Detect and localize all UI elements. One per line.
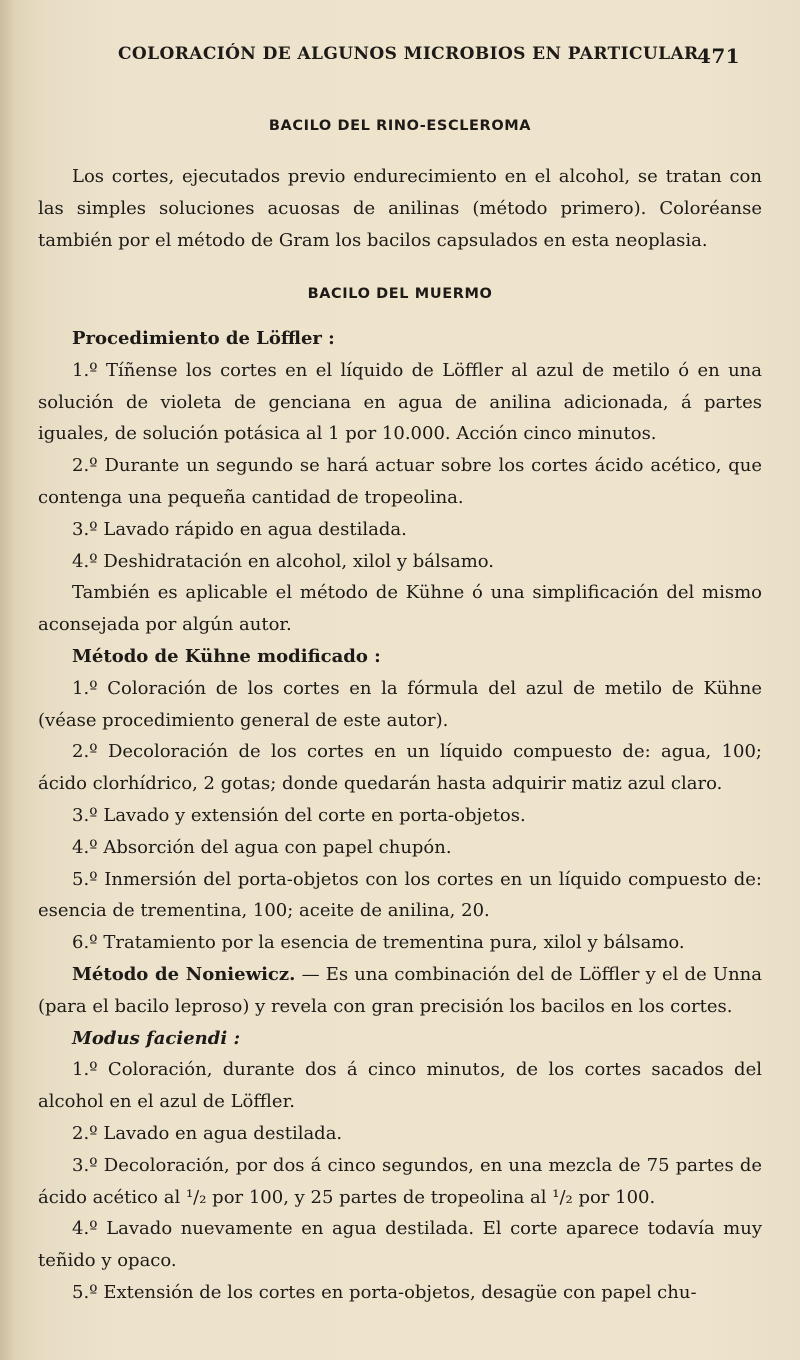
- step-item: 3.º Lavado y extensión del corte en porta-objetos.: [72, 804, 526, 826]
- step-item: 4.º Absorción del agua con papel chupón.: [72, 836, 452, 858]
- step-item: 6.º Tratamiento por la esencia de trementina pura, xilol y bálsamo.: [72, 932, 685, 954]
- step-item: 1.º Tíñense los cortes en el líquido de Löffler al azul de metilo ó en una solución de violeta de genciana en agua de anilina adicionada, á partes iguales, de solución potásica al 1 por 10.000. Acción cinco minutos.: [38, 359, 762, 445]
- page-number: 471: [697, 44, 740, 68]
- header-title: COLORACIÓN DE ALGUNOS MICROBIOS EN PARTICULAR: [118, 44, 699, 64]
- paragraph-noniewicz: [38, 959, 762, 1023]
- step-item: 1.º Coloración de los cortes en la fórmula del azul de metilo de Kühne (véase procedimiento general de este autor).: [38, 677, 762, 731]
- step-item: 3.º Decoloración, por dos á cinco segundos, en una mezcla de 75 partes de ácido acético al ¹/₂ por 100, y 25 partes de tropeolina al ¹/₂ por 100.: [38, 1154, 762, 1208]
- step-item: 2.º Decoloración de los cortes en un líquido compuesto de: agua, 100; ácido clorhídrico, 2 gotas; donde quedarán hasta adquirir matiz azul claro.: [38, 741, 762, 795]
- step-item: 3.º Lavado rápido en agua destilada.: [72, 518, 407, 540]
- page-edge-shadow: [0, 0, 14, 1360]
- section-body-rinoescleroma: [38, 161, 762, 256]
- paragraph: Los cortes, ejecutados previo endurecimiento en el alcohol, se tratan con las simples soluciones acuosas de anilinas (método primero). Coloréanse también por el método de Gram los bacilos capsulados en esta neoplasia.: [38, 166, 762, 251]
- step-item: 1.º Coloración, durante dos á cinco minutos, de los cortes sacados del alcohol en el azul de Löffler.: [38, 1059, 762, 1113]
- step-item: 4.º Lavado nuevamente en agua destilada. El corte aparece todavía muy teñido y opaco.: [38, 1218, 762, 1272]
- paragraph: También es aplicable el método de Kühne ó una simplificación del mismo aconsejada por algún autor.: [38, 582, 762, 636]
- step-item: 4.º Deshidratación en alcohol, xilol y bálsamo.: [72, 550, 495, 572]
- section-heading-rinoescleroma: BACILO DEL RINO-ESCLEROMA: [268, 118, 532, 134]
- section-heading-muermo: BACILO DEL MUERMO: [307, 286, 493, 302]
- step-item: 2.º Durante un segundo se hará actuar sobre los cortes ácido acético, que contenga una pequeña cantidad de tropeolina.: [38, 455, 762, 508]
- subheading-kuhne: Método de Kühne modificado :: [72, 645, 381, 667]
- subheading-noniewicz: Método de Noniewicz.: [72, 963, 296, 985]
- section-body-muermo: [38, 323, 762, 1309]
- step-item: 5.º Inmersión del porta-objetos con los cortes en un líquido compuesto de: esencia de trementina, 100; aceite de anilina, 20.: [38, 868, 762, 922]
- subheading-modus: Modus faciendi :: [72, 1027, 241, 1049]
- step-item: 5.º Extensión de los cortes en porta-objetos, desagüe con papel chu-: [72, 1281, 697, 1303]
- noniewicz-text: — Es una combinación del de Löffler y el de Unna (para el bacilo leproso) y revela con gran precisión los bacilos en los cortes.: [38, 963, 762, 1017]
- subheading-loffler: Procedimiento de Löffler :: [72, 328, 335, 349]
- step-item: 2.º Lavado en agua destilada.: [72, 1122, 343, 1144]
